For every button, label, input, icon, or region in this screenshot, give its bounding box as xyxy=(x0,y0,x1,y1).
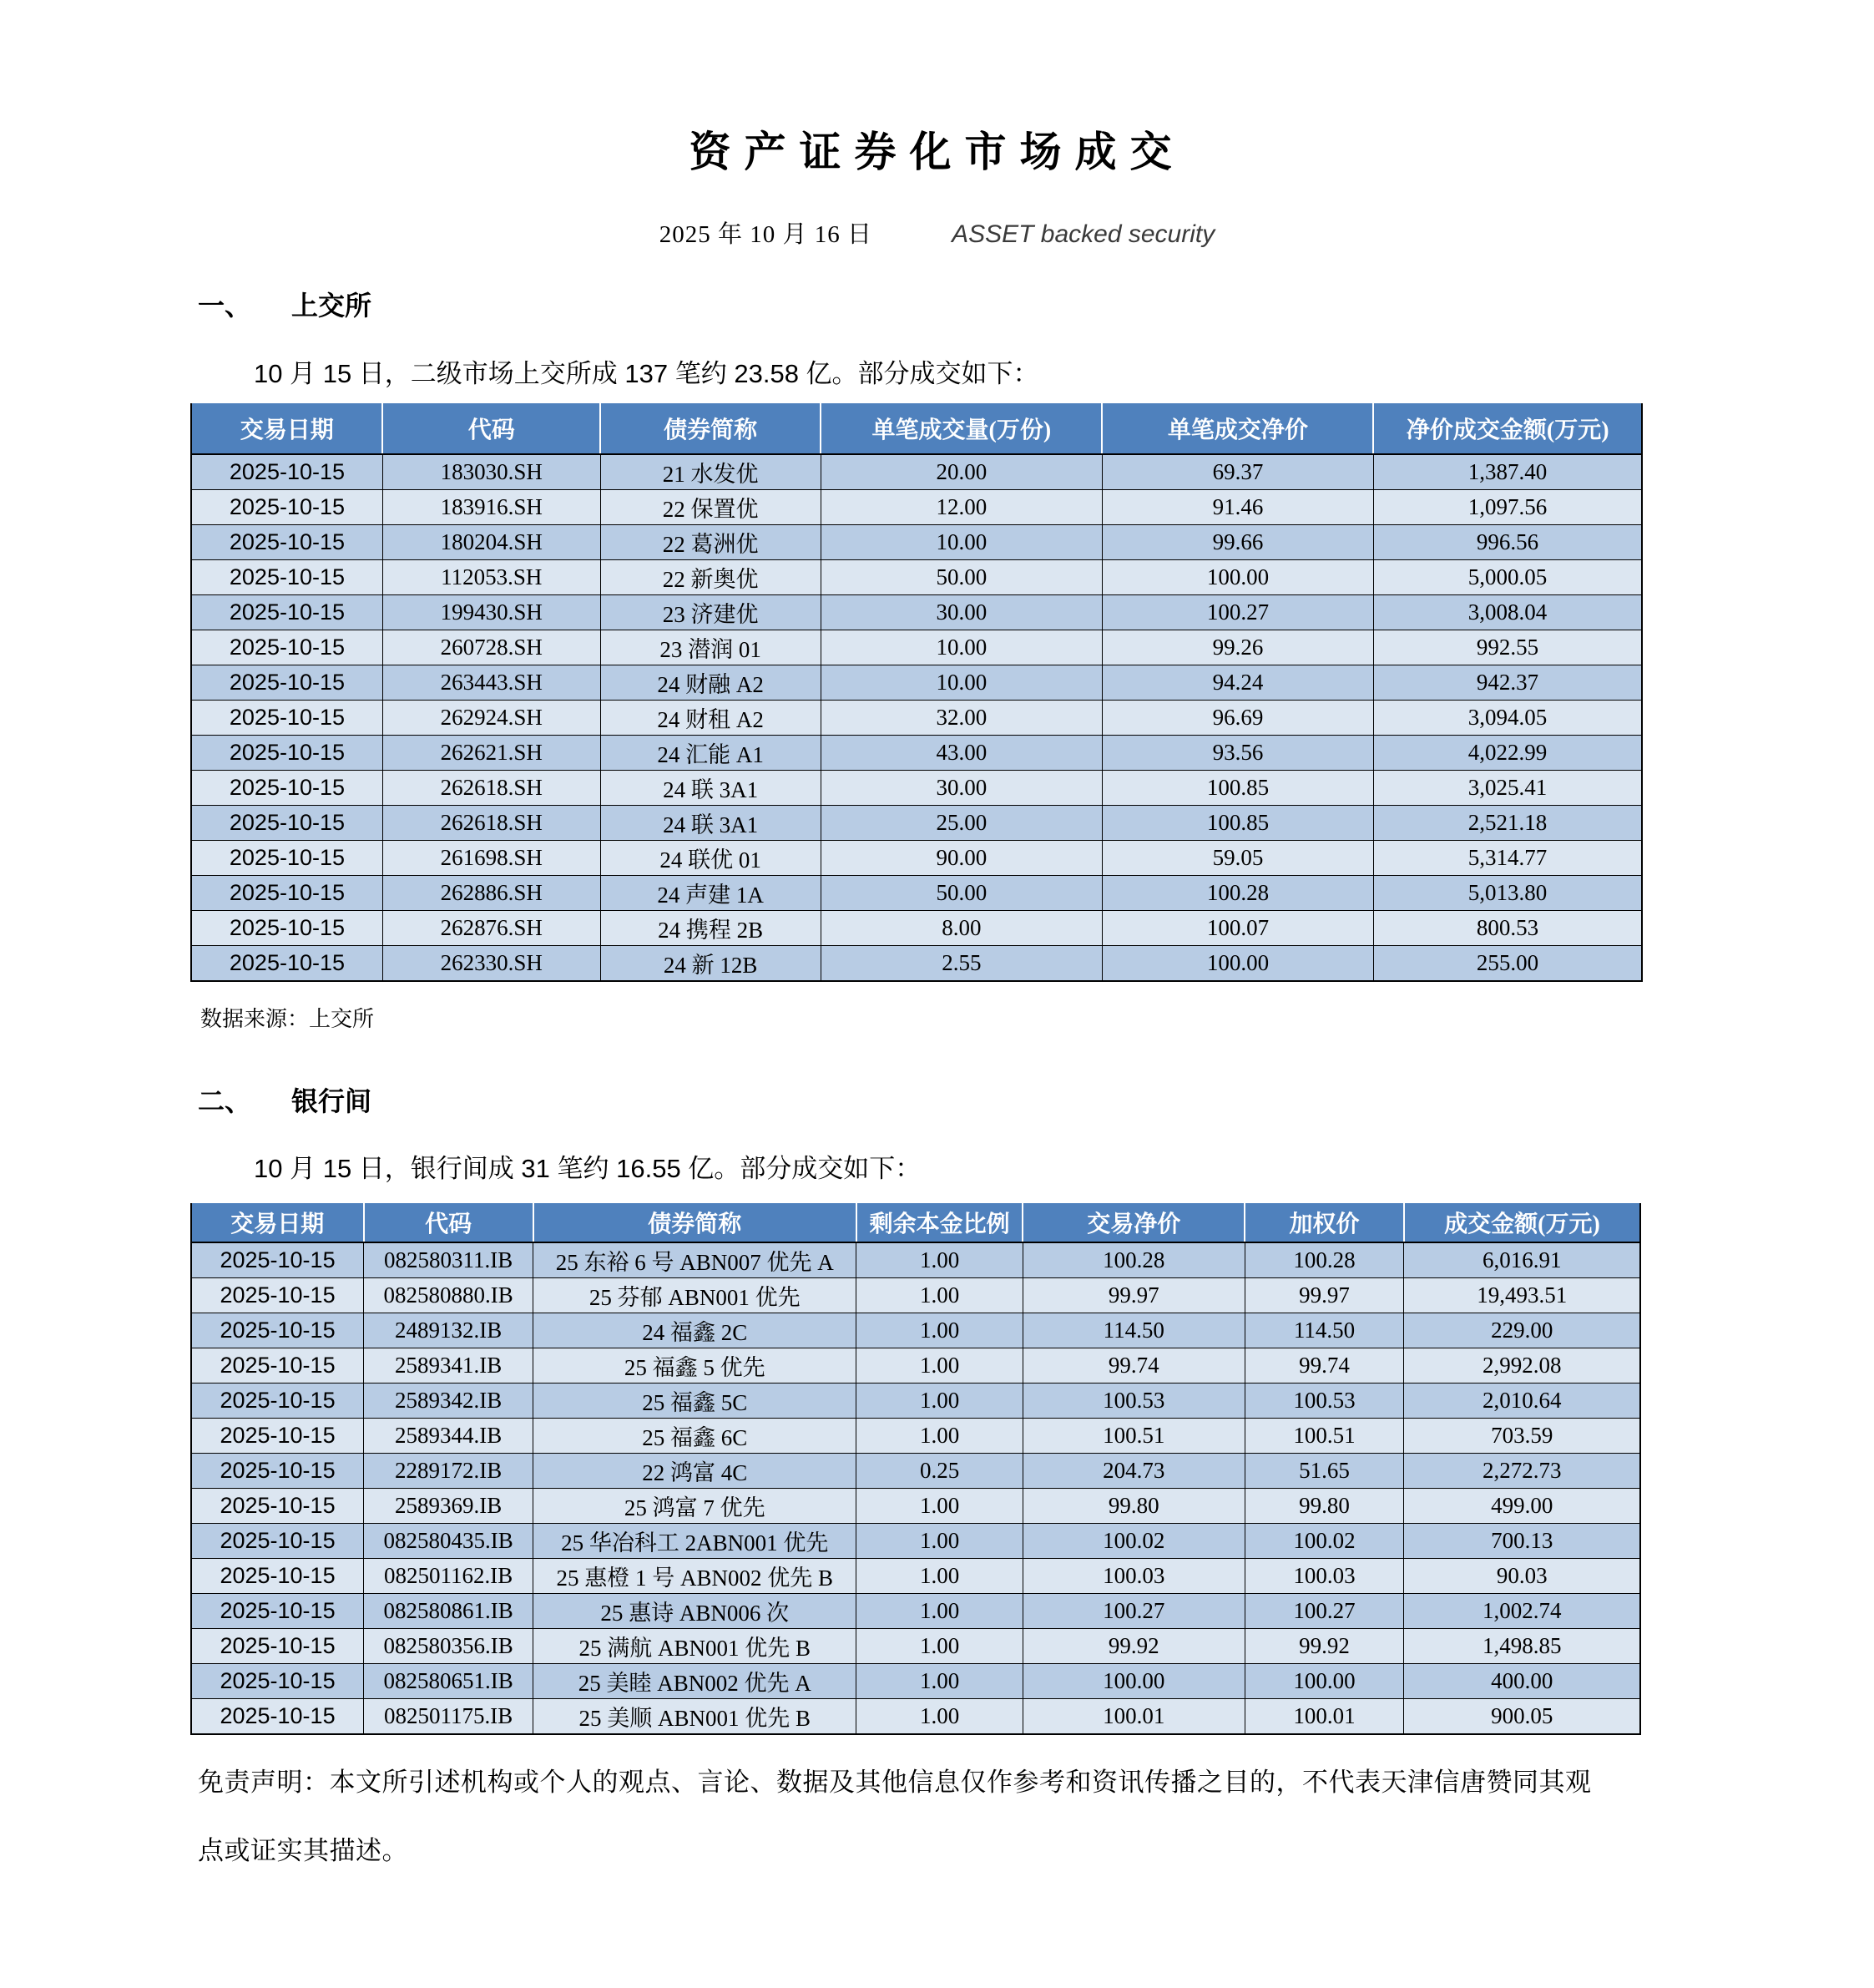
table-cell: 2589344.IB xyxy=(364,1419,533,1454)
table-cell: 1.00 xyxy=(856,1594,1023,1629)
table-row xyxy=(191,1278,1640,1313)
table-cell: 2025-10-15 xyxy=(191,595,382,630)
table-cell: 21 水发优 xyxy=(600,454,821,490)
table-cell: 262924.SH xyxy=(382,701,600,736)
document-title: 资产证券化市场成交 xyxy=(689,129,1185,175)
table-cell: 992.55 xyxy=(1373,630,1642,665)
table-cell: 23 潜润 01 xyxy=(600,630,821,665)
table-cell: 2025-10-15 xyxy=(191,701,382,736)
table-cell: 2025-10-15 xyxy=(191,1384,364,1419)
table-cell: 262886.SH xyxy=(382,876,600,911)
table-cell: 2025-10-15 xyxy=(191,1594,364,1629)
table-cell: 100.27 xyxy=(1023,1594,1245,1629)
table-cell: 260728.SH xyxy=(382,630,600,665)
column-header: 加权价 xyxy=(1245,1203,1404,1242)
table-cell: 24 财融 A2 xyxy=(600,665,821,701)
table-cell: 100.00 xyxy=(1102,560,1373,595)
table-cell: 2025-10-15 xyxy=(191,630,382,665)
table-row xyxy=(191,946,1642,982)
table-cell: 25 美睦 ABN002 优先 A xyxy=(533,1664,856,1699)
table-cell: 2489132.IB xyxy=(364,1313,533,1348)
table-cell: 100.28 xyxy=(1245,1242,1404,1278)
section1-heading xyxy=(198,285,371,323)
table-cell: 90.00 xyxy=(821,841,1102,876)
table-row xyxy=(191,911,1642,946)
table-cell: 2025-10-15 xyxy=(191,1242,364,1278)
table-cell: 69.37 xyxy=(1102,454,1373,490)
table-cell: 99.26 xyxy=(1102,630,1373,665)
table-cell: 1,002.74 xyxy=(1404,1594,1640,1629)
table-cell: 183916.SH xyxy=(382,490,600,525)
table-cell: 100.03 xyxy=(1245,1559,1404,1594)
table-cell: 2,992.08 xyxy=(1404,1348,1640,1384)
table-header-row xyxy=(191,1203,1640,1242)
table-row xyxy=(191,1489,1640,1524)
table-cell: 114.50 xyxy=(1245,1313,1404,1348)
table-cell: 2025-10-15 xyxy=(191,1454,364,1489)
section2-title: 银行间 xyxy=(291,1086,372,1116)
section2-heading xyxy=(198,1080,371,1119)
table-cell: 10.00 xyxy=(821,525,1102,560)
table-cell: 229.00 xyxy=(1404,1313,1640,1348)
table-row xyxy=(191,841,1642,876)
table-cell: 24 携程 2B xyxy=(600,911,821,946)
table-cell: 262618.SH xyxy=(382,806,600,841)
table-cell: 100.02 xyxy=(1023,1524,1245,1559)
table-cell: 2025-10-15 xyxy=(191,490,382,525)
table-cell: 2025-10-15 xyxy=(191,1348,364,1384)
table-cell: 2,521.18 xyxy=(1373,806,1642,841)
table-cell: 3,025.41 xyxy=(1373,771,1642,806)
table-cell: 99.80 xyxy=(1245,1489,1404,1524)
table-row xyxy=(191,1664,1640,1699)
table-cell: 082580651.IB xyxy=(364,1664,533,1699)
table-cell: 2025-10-15 xyxy=(191,1419,364,1454)
table-cell: 255.00 xyxy=(1373,946,1642,982)
table-cell: 100.28 xyxy=(1023,1242,1245,1278)
table-cell: 100.51 xyxy=(1245,1419,1404,1454)
table-cell: 1.00 xyxy=(856,1489,1023,1524)
section1-number: 一、 xyxy=(198,291,252,321)
table-cell: 112053.SH xyxy=(382,560,600,595)
table-cell: 262621.SH xyxy=(382,736,600,771)
table-cell: 25 东裕 6 号 ABN007 优先 A xyxy=(533,1242,856,1278)
table-row xyxy=(191,595,1642,630)
table-cell: 262876.SH xyxy=(382,911,600,946)
table-cell: 24 新 12B xyxy=(600,946,821,982)
table-cell: 100.03 xyxy=(1023,1559,1245,1594)
table-cell: 24 财租 A2 xyxy=(600,701,821,736)
table-cell: 100.85 xyxy=(1102,806,1373,841)
table-cell: 24 声建 1A xyxy=(600,876,821,911)
table-cell: 99.92 xyxy=(1245,1629,1404,1664)
table-cell: 900.05 xyxy=(1404,1699,1640,1735)
table-cell: 263443.SH xyxy=(382,665,600,701)
table-header-row xyxy=(191,403,1642,454)
table-cell: 99.97 xyxy=(1245,1278,1404,1313)
table-cell: 4,022.99 xyxy=(1373,736,1642,771)
table-cell: 2025-10-15 xyxy=(191,1313,364,1348)
table-cell: 2589369.IB xyxy=(364,1489,533,1524)
table-cell: 50.00 xyxy=(821,560,1102,595)
table-cell: 1.00 xyxy=(856,1278,1023,1313)
table-cell: 24 联 3A1 xyxy=(600,771,821,806)
column-header: 成交金额(万元) xyxy=(1404,1203,1640,1242)
table-row xyxy=(191,1454,1640,1489)
table-cell: 100.27 xyxy=(1245,1594,1404,1629)
table-cell: 100.53 xyxy=(1245,1384,1404,1419)
table-cell: 2025-10-15 xyxy=(191,806,382,841)
table-cell: 100.00 xyxy=(1102,946,1373,982)
column-header: 剩余本金比例 xyxy=(856,1203,1023,1242)
table-cell: 2025-10-15 xyxy=(191,946,382,982)
column-header: 净价成交金额(万元) xyxy=(1373,403,1642,454)
table-cell: 2025-10-15 xyxy=(191,911,382,946)
table-cell: 8.00 xyxy=(821,911,1102,946)
table-row xyxy=(191,1419,1640,1454)
table-cell: 100.27 xyxy=(1102,595,1373,630)
table-cell: 100.28 xyxy=(1102,876,1373,911)
column-header: 交易日期 xyxy=(191,1203,364,1242)
table-cell: 2025-10-15 xyxy=(191,525,382,560)
table-cell: 30.00 xyxy=(821,595,1102,630)
table-cell: 0.25 xyxy=(856,1454,1023,1489)
table-row xyxy=(191,876,1642,911)
table-cell: 93.56 xyxy=(1102,736,1373,771)
table-row xyxy=(191,1242,1640,1278)
table-cell: 2025-10-15 xyxy=(191,560,382,595)
table-row xyxy=(191,1348,1640,1384)
table-cell: 2025-10-15 xyxy=(191,1489,364,1524)
section1-intro: 10 月 15 日，二级市场上交所成 137 笔约 23.58 亿。部分成交如下： xyxy=(254,359,1039,388)
table-cell: 2025-10-15 xyxy=(191,1524,364,1559)
table-cell: 2025-10-15 xyxy=(191,1629,364,1664)
table-cell: 2025-10-15 xyxy=(191,771,382,806)
table-cell: 2025-10-15 xyxy=(191,454,382,490)
table-cell: 100.02 xyxy=(1245,1524,1404,1559)
table-cell: 114.50 xyxy=(1023,1313,1245,1348)
table-cell: 2025-10-15 xyxy=(191,1664,364,1699)
table-row xyxy=(191,525,1642,560)
disclaimer-text: 免责声明：本文所引述机构或个人的观点、言论、数据及其他信息仅作参考和资讯传播之目的，不代表天津信唐赞同其观点或证实其描述。 xyxy=(198,1768,1592,1865)
table-row xyxy=(191,1313,1640,1348)
table-cell: 1.00 xyxy=(856,1664,1023,1699)
table-cell: 180204.SH xyxy=(382,525,600,560)
table-cell: 2025-10-15 xyxy=(191,841,382,876)
table-cell: 51.65 xyxy=(1245,1454,1404,1489)
column-header: 债券简称 xyxy=(600,403,821,454)
table-cell: 99.97 xyxy=(1023,1278,1245,1313)
table-cell: 2025-10-15 xyxy=(191,665,382,701)
table-cell: 99.74 xyxy=(1245,1348,1404,1384)
table-cell: 24 福鑫 2C xyxy=(533,1313,856,1348)
table-cell: 1.00 xyxy=(856,1313,1023,1348)
table-cell: 25 惠诗 ABN006 次 xyxy=(533,1594,856,1629)
column-header: 交易日期 xyxy=(191,403,382,454)
table-cell: 2025-10-15 xyxy=(191,876,382,911)
table-cell: 199430.SH xyxy=(382,595,600,630)
table-cell: 25.00 xyxy=(821,806,1102,841)
table-cell: 703.59 xyxy=(1404,1419,1640,1454)
table-cell: 3,094.05 xyxy=(1373,701,1642,736)
table-cell: 5,013.80 xyxy=(1373,876,1642,911)
table-cell: 43.00 xyxy=(821,736,1102,771)
table-cell: 5,000.05 xyxy=(1373,560,1642,595)
table-cell: 1.00 xyxy=(856,1242,1023,1278)
table-cell: 1.00 xyxy=(856,1559,1023,1594)
table-row xyxy=(191,1594,1640,1629)
table-cell: 1.00 xyxy=(856,1419,1023,1454)
table-cell: 2589341.IB xyxy=(364,1348,533,1384)
table-cell: 082580356.IB xyxy=(364,1629,533,1664)
sse-trades-table xyxy=(190,403,1643,982)
table-cell: 99.66 xyxy=(1102,525,1373,560)
table-cell: 100.00 xyxy=(1245,1664,1404,1699)
table-cell: 19,493.51 xyxy=(1404,1278,1640,1313)
table-cell: 25 惠橙 1 号 ABN002 优先 B xyxy=(533,1559,856,1594)
column-header: 单笔成交量(万份) xyxy=(821,403,1102,454)
table-cell: 700.13 xyxy=(1404,1524,1640,1559)
report-date: 2025 年 10 月 16 日 xyxy=(659,221,873,248)
section1-title: 上交所 xyxy=(291,291,372,321)
table-cell: 94.24 xyxy=(1102,665,1373,701)
table-cell: 996.56 xyxy=(1373,525,1642,560)
table-cell: 23 济建优 xyxy=(600,595,821,630)
table-cell: 1.00 xyxy=(856,1524,1023,1559)
column-header: 单笔成交净价 xyxy=(1102,403,1373,454)
table-cell: 262330.SH xyxy=(382,946,600,982)
table-cell: 261698.SH xyxy=(382,841,600,876)
table-cell: 100.01 xyxy=(1245,1699,1404,1735)
table-cell: 2289172.IB xyxy=(364,1454,533,1489)
table-cell: 10.00 xyxy=(821,630,1102,665)
table-cell: 96.69 xyxy=(1102,701,1373,736)
table-cell: 2,272.73 xyxy=(1404,1454,1640,1489)
table-row xyxy=(191,1629,1640,1664)
table-cell: 22 保置优 xyxy=(600,490,821,525)
table-cell: 59.05 xyxy=(1102,841,1373,876)
table-cell: 10.00 xyxy=(821,665,1102,701)
table-cell: 100.07 xyxy=(1102,911,1373,946)
column-header: 代码 xyxy=(364,1203,533,1242)
interbank-trades-table xyxy=(190,1203,1641,1735)
table-cell: 99.92 xyxy=(1023,1629,1245,1664)
table-cell: 400.00 xyxy=(1404,1664,1640,1699)
table-cell: 1,498.85 xyxy=(1404,1629,1640,1664)
table-row xyxy=(191,1384,1640,1419)
table-cell: 2589342.IB xyxy=(364,1384,533,1419)
table-cell: 25 福鑫 5C xyxy=(533,1384,856,1419)
table-cell: 90.03 xyxy=(1404,1559,1640,1594)
table-cell: 2.55 xyxy=(821,946,1102,982)
table-cell: 22 新奥优 xyxy=(600,560,821,595)
table-cell: 499.00 xyxy=(1404,1489,1640,1524)
dateline xyxy=(0,215,1874,250)
table-cell: 12.00 xyxy=(821,490,1102,525)
table-row xyxy=(191,454,1642,490)
table-cell: 800.53 xyxy=(1373,911,1642,946)
table-cell: 942.37 xyxy=(1373,665,1642,701)
table-cell: 1.00 xyxy=(856,1384,1023,1419)
table-cell: 25 福鑫 5 优先 xyxy=(533,1348,856,1384)
table-cell: 22 葛洲优 xyxy=(600,525,821,560)
table-cell: 99.74 xyxy=(1023,1348,1245,1384)
table-cell: 183030.SH xyxy=(382,454,600,490)
table-cell: 082580435.IB xyxy=(364,1524,533,1559)
table-row xyxy=(191,490,1642,525)
column-header: 代码 xyxy=(382,403,600,454)
table-cell: 100.00 xyxy=(1023,1664,1245,1699)
table-cell: 262618.SH xyxy=(382,771,600,806)
table-cell: 082580861.IB xyxy=(364,1594,533,1629)
section2-number: 二、 xyxy=(198,1086,252,1116)
table-row xyxy=(191,560,1642,595)
table-cell: 50.00 xyxy=(821,876,1102,911)
table-row xyxy=(191,701,1642,736)
column-header: 交易净价 xyxy=(1023,1203,1245,1242)
table-cell: 99.80 xyxy=(1023,1489,1245,1524)
table-cell: 204.73 xyxy=(1023,1454,1245,1489)
table-row xyxy=(191,771,1642,806)
table-cell: 1.00 xyxy=(856,1348,1023,1384)
table-cell: 25 美顺 ABN001 优先 B xyxy=(533,1699,856,1735)
table-row xyxy=(191,806,1642,841)
table-cell: 2025-10-15 xyxy=(191,1559,364,1594)
table-cell: 1,097.56 xyxy=(1373,490,1642,525)
table-row xyxy=(191,1559,1640,1594)
section2-intro: 10 月 15 日，银行间成 31 笔约 16.55 亿。部分成交如下： xyxy=(254,1154,922,1183)
table-cell: 100.85 xyxy=(1102,771,1373,806)
table-cell: 25 华冶科工 2ABN001 优先 xyxy=(533,1524,856,1559)
english-subtitle: ASSET backed security xyxy=(952,220,1215,248)
table-cell: 22 鸿富 4C xyxy=(533,1454,856,1489)
table-cell: 25 福鑫 6C xyxy=(533,1419,856,1454)
table-cell: 25 芬郁 ABN001 优先 xyxy=(533,1278,856,1313)
table-cell: 25 鸿富 7 优先 xyxy=(533,1489,856,1524)
table-cell: 5,314.77 xyxy=(1373,841,1642,876)
table-cell: 082501175.IB xyxy=(364,1699,533,1735)
table-cell: 24 联优 01 xyxy=(600,841,821,876)
table-cell: 2025-10-15 xyxy=(191,1278,364,1313)
table-cell: 082580311.IB xyxy=(364,1242,533,1278)
table-cell: 24 汇能 A1 xyxy=(600,736,821,771)
table-cell: 32.00 xyxy=(821,701,1102,736)
table-cell: 2025-10-15 xyxy=(191,1699,364,1735)
table-cell: 082501162.IB xyxy=(364,1559,533,1594)
table-cell: 1,387.40 xyxy=(1373,454,1642,490)
table-cell: 20.00 xyxy=(821,454,1102,490)
table-cell: 2025-10-15 xyxy=(191,736,382,771)
data-source-note: 数据来源：上交所 xyxy=(200,1006,375,1031)
table-cell: 3,008.04 xyxy=(1373,595,1642,630)
table-row xyxy=(191,665,1642,701)
table-row xyxy=(191,1524,1640,1559)
table-cell: 24 联 3A1 xyxy=(600,806,821,841)
table-cell: 2,010.64 xyxy=(1404,1384,1640,1419)
table-row xyxy=(191,630,1642,665)
table-cell: 6,016.91 xyxy=(1404,1242,1640,1278)
table-cell: 1.00 xyxy=(856,1699,1023,1735)
table-row xyxy=(191,736,1642,771)
table-cell: 25 满航 ABN001 优先 B xyxy=(533,1629,856,1664)
table-cell: 30.00 xyxy=(821,771,1102,806)
table-cell: 100.01 xyxy=(1023,1699,1245,1735)
table-cell: 100.53 xyxy=(1023,1384,1245,1419)
table-cell: 91.46 xyxy=(1102,490,1373,525)
table-cell: 082580880.IB xyxy=(364,1278,533,1313)
column-header: 债券简称 xyxy=(533,1203,856,1242)
table-cell: 1.00 xyxy=(856,1629,1023,1664)
table-cell: 100.51 xyxy=(1023,1419,1245,1454)
table-row xyxy=(191,1699,1640,1735)
